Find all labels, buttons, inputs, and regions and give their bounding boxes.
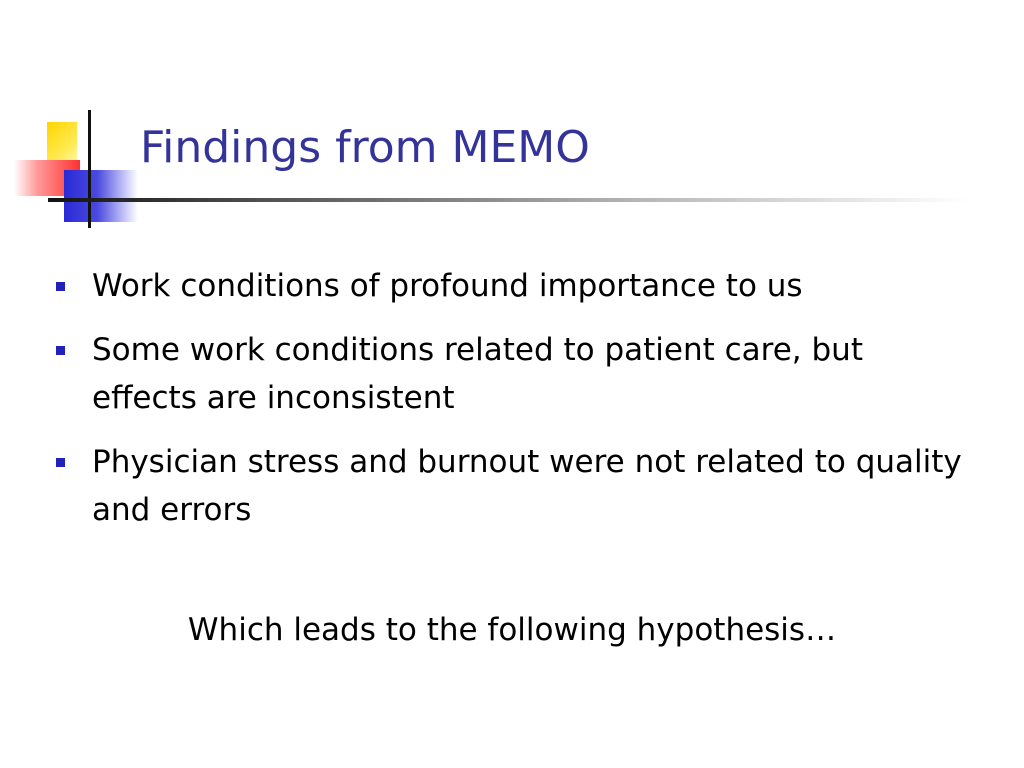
corner-squares-decoration-icon [0,0,160,240]
bullet-text: Some work conditions related to patient care, but effects are inconsistent [92,332,863,416]
bullet-item [54,438,974,534]
bullet-item [54,262,974,310]
bullet-item [54,326,974,422]
square-bullet-icon [56,346,65,355]
slide-title: Findings from MEMO [140,122,590,173]
bullet-list [54,262,974,550]
square-bullet-icon [56,282,65,291]
vertical-line [88,110,91,228]
bullet-text: Physician stress and burnout were not related to quality and errors [92,444,962,528]
hypothesis-lead-text: Which leads to the following hypothesis… [187,612,837,648]
bullet-text: Work conditions of profound importance to us [92,268,803,304]
square-bullet-icon [56,458,65,467]
title-underline [48,198,968,202]
blue-square [64,170,138,222]
